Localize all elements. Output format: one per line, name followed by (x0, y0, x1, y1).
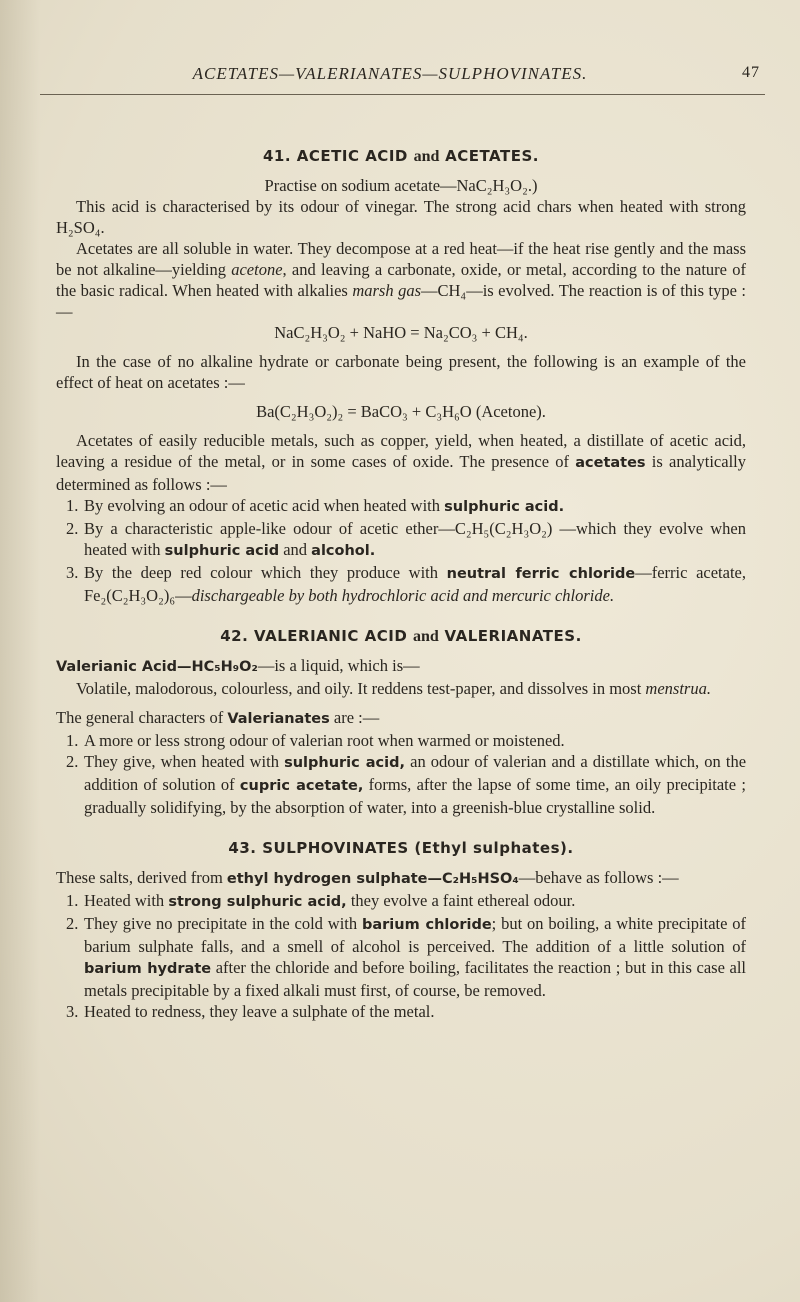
text: after the chloride and before boiling, facilitates the reaction ; but in this case all metals precipitable by a fixed alkali must first, of course, be removed. (84, 958, 746, 1000)
text: A more or less strong odour of valerian root when warmed or moistened. (84, 731, 565, 750)
paragraph (56, 430, 746, 495)
paragraph: In the case of no alkaline hydrate or carbonate being present, the following is an example of the effect of heat on acetates :— (56, 352, 746, 392)
list-item (56, 913, 746, 1001)
section-43-heading (56, 838, 746, 859)
text: Heated to redness, they leave a sulphate of the metal. (84, 1002, 435, 1021)
item-number: 3. (66, 1002, 79, 1021)
bold-term: ethyl hydrogen sulphate—C₂H₅HSO₄ (226, 871, 519, 887)
item-number: 2. (66, 914, 79, 933)
italic-term: acetone (231, 260, 283, 279)
equation: Ba(C₂H₃O₂)₂ = BaCO₃ + C₃H₆O (Acetone). (256, 402, 546, 421)
heading-part: VALERIANATES. (444, 627, 582, 645)
text: is analytically determined as follows :— (56, 452, 746, 494)
text: , and leaving a carbonate, oxide, or metal, according to the nature of the basic radical. When heated with alkalies (56, 260, 746, 300)
bold-term: Valerianates (227, 711, 330, 727)
text: —CH₄—is evolved. The reaction is of this type :— (56, 281, 746, 321)
text: they evolve a faint ethereal odour. (350, 891, 576, 910)
practise-line: Practise on sodium acetate—NaC₂H₃O₂.) (264, 176, 538, 195)
heading-part: ACETATES. (445, 147, 539, 165)
bold-term: alcohol. (311, 543, 376, 559)
sulphovinate-tests-list (56, 890, 746, 1022)
bold-term: sulphuric acid (164, 543, 280, 559)
text: By a characteristic apple-like odour of acetic ether—C₂H₅(C₂H₃O₂) —which they evolve when heated with (84, 519, 746, 559)
equation: NaC₂H₃O₂ + NaHO = Na₂CO₃ + CH₄. (274, 323, 528, 342)
bold-term: acetates (575, 455, 646, 471)
text: Heated with (84, 891, 165, 910)
text: —ferric acetate, Fe₂(C₂H₃O₂)₆— (84, 563, 746, 605)
bold-term: sulphuric acid, (284, 755, 406, 771)
page-edge-shadow (0, 0, 40, 1302)
list-item (56, 730, 746, 751)
paragraph: This acid is characterised by its odour of vinegar. The strong acid chars when heated with strong H₂SO₄. (56, 197, 746, 237)
text: They give, when heated with (84, 752, 279, 771)
text: —is a liquid, which is— (257, 656, 420, 675)
text: are :— (333, 708, 380, 727)
italic-term: marsh gas (352, 281, 422, 300)
paragraph (56, 707, 746, 730)
text: and (283, 540, 308, 559)
bold-term: barium chloride (361, 917, 492, 933)
text: These salts, derived from (56, 868, 223, 887)
item-number: 3. (66, 563, 79, 582)
text: They give no precipitate in the cold with (84, 914, 358, 933)
text: The general characters of (56, 708, 224, 727)
text: Acetates are all soluble in water. They decompose at a red heat—if the heat rise gently and the mass be not alkaline—yielding (56, 239, 746, 279)
italic-term: menstrua. (645, 679, 711, 698)
item-number: 2. (66, 752, 79, 771)
section-42-heading (56, 626, 746, 647)
item-number: 1. (66, 731, 79, 750)
item-number: 1. (66, 496, 79, 515)
text: ; but on boiling, a white precipitate of barium sulphate falls, and a smell of alcohol is perceived. The addition of a little solution of (84, 914, 747, 956)
paragraph (56, 238, 746, 322)
page-number: 47 (742, 64, 760, 81)
list-item (56, 495, 746, 518)
paragraph (56, 678, 746, 699)
text: By the deep red colour which they produce with (84, 563, 438, 582)
italic-term: dischargeable by both hydrochloric acid and mercuric chloride. (191, 586, 615, 605)
running-head-title: ACETATES—VALERIANATES—SULPHOVINATES. (192, 64, 588, 83)
bold-term: cupric acetate, (239, 778, 364, 794)
text: an odour of valerian and a distillate which, on the addition of solution of (84, 752, 747, 794)
list-item (56, 562, 746, 606)
list-item (56, 890, 746, 913)
acetate-tests-list (56, 495, 746, 606)
heading-part: 42. VALERIANIC ACID (220, 627, 408, 645)
bold-term: Valerianic Acid—HC₅H₉O₂ (56, 659, 258, 675)
valerianate-characters-list (56, 730, 746, 818)
heading-part: (Ethyl sulphates). (414, 839, 574, 857)
list-item (56, 751, 746, 818)
paragraph (56, 867, 746, 890)
heading-part: 41. ACETIC ACID (263, 147, 408, 165)
list-item (56, 518, 746, 562)
heading-and: and (413, 628, 439, 645)
bold-term: sulphuric acid. (444, 499, 565, 515)
section-41-heading (56, 146, 746, 167)
bold-term: strong sulphuric acid, (168, 894, 347, 910)
bold-term: neutral ferric chloride (446, 566, 636, 582)
paragraph (56, 655, 746, 678)
text: By evolving an odour of acetic acid when heated with (84, 496, 441, 515)
heading-part: 43. SULPHOVINATES (228, 839, 409, 857)
text: Acetates of easily reducible metals, such as copper, yield, when heated, a distillate of acetic acid, leaving a residue of the metal, or in some cases of oxide. The presence of (56, 431, 746, 471)
heading-and: and (413, 148, 440, 165)
text: Volatile, malodorous, colourless, and oily. It reddens test-paper, and dissolves in most (76, 679, 642, 698)
list-item (56, 1001, 746, 1022)
text: forms, after the lapse of some time, an oily precipitate ; gradually solidifying, by the absorption of water, into a greenish-blue crystalline solid. (84, 775, 746, 817)
text: —behave as follows :— (518, 868, 679, 887)
header-rule (40, 94, 765, 95)
item-number: 1. (66, 891, 79, 910)
page-body (56, 146, 746, 1022)
bold-term: barium hydrate (84, 961, 212, 977)
item-number: 2. (66, 519, 79, 538)
